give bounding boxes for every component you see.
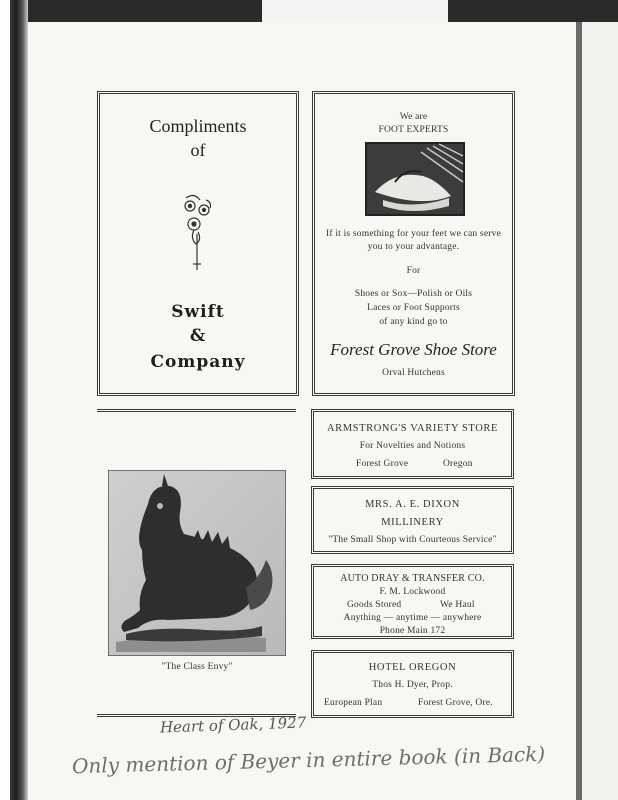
auto-dray-hours: Anything — anytime — anywhere bbox=[343, 613, 482, 623]
shoe-owner: Orval Hutchens bbox=[382, 368, 445, 378]
shoe-for: For bbox=[406, 266, 421, 276]
dixon-slogan: "The Small Shop with Courteous Service" bbox=[328, 535, 497, 545]
next-page-strip bbox=[582, 22, 618, 800]
flower-ornament-icon bbox=[180, 194, 216, 272]
swift-of: of bbox=[190, 140, 206, 160]
auto-dray-goods-stored: Goods Stored bbox=[347, 600, 402, 610]
armstrong-name: ARMSTRONG'S VARIETY STORE bbox=[326, 423, 499, 434]
shoe-pitch: If it is something for your feet we can serve you to your advantage. bbox=[326, 229, 501, 252]
hotel-location: Forest Grove, Ore. bbox=[418, 698, 493, 708]
swift-compliments: Compliments bbox=[149, 116, 247, 136]
shoe-line-1: Shoes or Sox—Polish or Oils bbox=[354, 289, 473, 299]
dixon-business: MILLINERY bbox=[381, 517, 444, 528]
dixon-name: MRS. A. E. DIXON bbox=[365, 499, 460, 510]
shoe-shine-illustration bbox=[365, 142, 465, 216]
shoe-header-we-are: We are bbox=[399, 112, 428, 122]
swift-ampersand: & bbox=[189, 326, 207, 346]
handwritten-note-title: Heart of Oak, 1927 bbox=[159, 713, 307, 737]
hotel-ad-box bbox=[311, 650, 514, 718]
shoe-line-2: Laces or Foot Supports bbox=[367, 303, 460, 313]
handwritten-note-body: Only mention of Beyer in entire book (in Back) bbox=[71, 741, 546, 779]
auto-dray-owner: F. M. Lockwood bbox=[379, 587, 446, 597]
auto-dray-we-haul: We Haul bbox=[440, 600, 475, 610]
book-spine bbox=[10, 0, 28, 800]
shoe-line-3: of any kind go to bbox=[379, 317, 448, 327]
armstrong-city: Forest Grove bbox=[356, 459, 409, 469]
shoe-header-foot-experts: FOOT EXPERTS bbox=[378, 125, 449, 135]
swift-name: Swift bbox=[171, 302, 225, 322]
photo-caption: "The Class Envy" bbox=[161, 662, 233, 672]
shoe-store-name: Forest Grove Shoe Store bbox=[330, 340, 497, 359]
separator-rule bbox=[97, 409, 296, 412]
dixon-ad-box bbox=[311, 486, 514, 554]
hotel-plan: European Plan bbox=[324, 698, 383, 708]
armstrong-state: Oregon bbox=[443, 459, 473, 469]
auto-dray-phone: Phone Main 172 bbox=[379, 626, 446, 636]
auto-dray-name: AUTO DRAY & TRANSFER CO. bbox=[340, 573, 485, 584]
armstrong-ad-box bbox=[311, 409, 514, 479]
shoe-store-ad-box bbox=[312, 91, 515, 396]
armstrong-tagline: For Novelties and Notions bbox=[359, 441, 466, 451]
swift-company: Company bbox=[150, 352, 246, 372]
hotel-owner: Thos H. Dyer, Prop. bbox=[372, 680, 453, 690]
class-envy-photo bbox=[108, 470, 286, 656]
swift-ad-box bbox=[97, 91, 299, 396]
auto-dray-ad-box bbox=[311, 564, 514, 639]
hotel-name: HOTEL OREGON bbox=[368, 662, 457, 673]
scan-left-margin bbox=[0, 0, 10, 800]
